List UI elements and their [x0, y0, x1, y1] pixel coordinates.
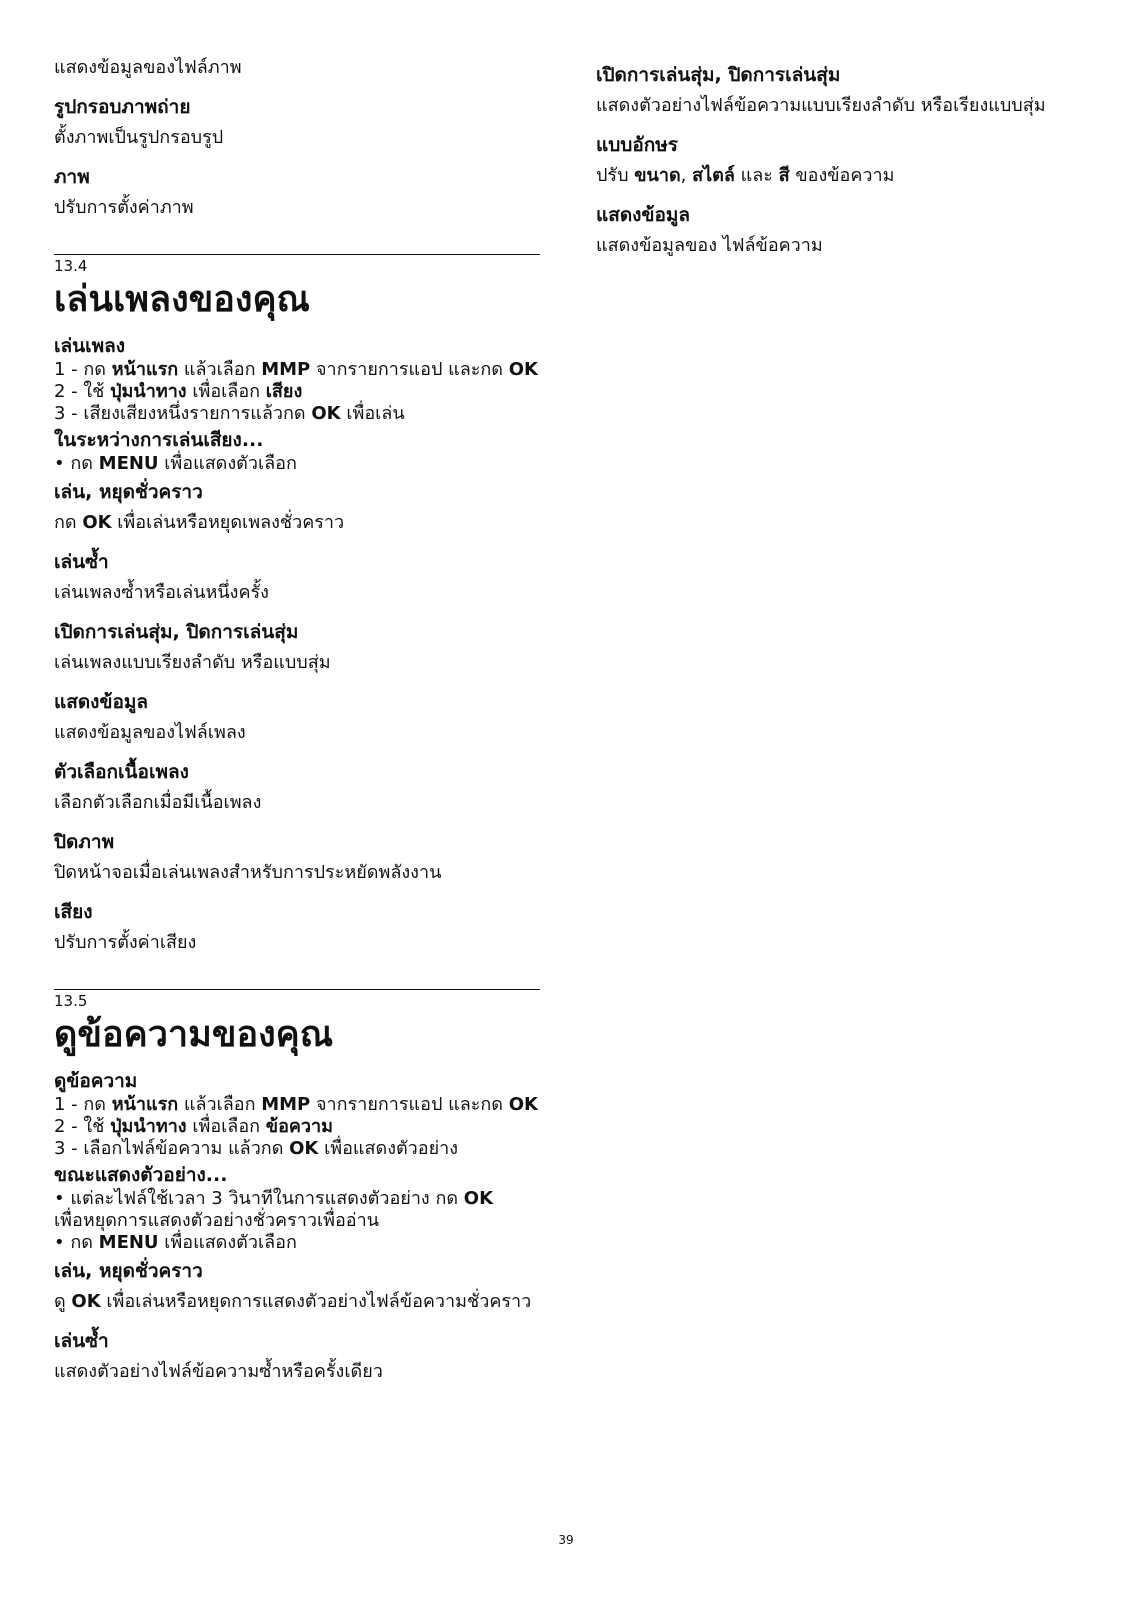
info-text: แสดงข้อมูลของไฟล์เพลง	[54, 722, 246, 743]
step-line: 1 - กด หน้าแรก แล้วเลือก MMP จากรายการแอป และกด OK	[54, 1094, 538, 1115]
step-line: 2 - ใช้ ปุ่มนำทาง เพื่อเลือก เสียง	[54, 381, 303, 402]
photo-frame-text: ตั้งภาพเป็นรูปกรอบรูป	[54, 127, 224, 148]
during-preview-line: เพื่อหยุดการแสดงตัวอย่างชั่วคราวเพื่ออ่าน	[54, 1210, 380, 1231]
shuffle-heading: เปิดการเล่นสุ่ม, ปิดการเล่นสุ่ม	[54, 621, 299, 643]
screen-off-heading: ปิดภาพ	[54, 831, 115, 853]
picture-text: ปรับการตั้งค่าภาพ	[54, 197, 194, 218]
step-line: 1 - กด หน้าแรก แล้วเลือก MMP จากรายการแอป และกด OK	[54, 359, 538, 380]
section-divider	[54, 254, 540, 255]
play-music-heading: เล่นเพลง	[54, 335, 126, 357]
play-pause-heading: เล่น, หยุดชั่วคราว	[54, 481, 203, 503]
text-shuffle-heading: เปิดการเล่นสุ่ม, ปิดการเล่นสุ่ม	[596, 64, 841, 86]
text-play-pause-heading: เล่น, หยุดชั่วคราว	[54, 1260, 203, 1282]
photo-frame-heading: รูปกรอบภาพถ่าย	[54, 96, 191, 118]
during-preview-line: • แต่ละไฟล์ใช้เวลา 3 วินาทีในการแสดงตัวอย่าง กด OK	[54, 1188, 494, 1209]
text-info-heading: แสดงข้อมูล	[596, 204, 691, 226]
lyrics-text: เลือกตัวเลือกเมื่อมีเนื้อเพลง	[54, 792, 262, 813]
repeat-text: เล่นเพลงซ้ำหรือเล่นหนึ่งครั้ง	[54, 582, 269, 603]
play-pause-text: กด OK เพื่อเล่นหรือหยุดเพลงชั่วคราว	[54, 512, 345, 533]
sound-heading: เสียง	[54, 901, 93, 923]
section-title: ดูข้อความของคุณ	[54, 1014, 334, 1055]
view-text-heading: ดูข้อความ	[54, 1070, 138, 1092]
step-line: 3 - เสียงเสียงหนึ่งรายการแล้วกด OK เพื่อเล่น	[54, 403, 405, 424]
step-line: 3 - เลือกไฟล์ข้อความ แล้วกด OK เพื่อแสดงตัวอย่าง	[54, 1138, 459, 1159]
text-repeat-heading: เล่นซ้ำ	[54, 1330, 109, 1352]
during-preview-heading: ขณะแสดงตัวอย่าง...	[54, 1164, 228, 1186]
info-heading: แสดงข้อมูล	[54, 691, 149, 713]
section-divider	[54, 989, 540, 990]
during-play-heading: ในระหว่างการเล่นเสียง...	[54, 429, 264, 451]
repeat-heading: เล่นซ้ำ	[54, 551, 109, 573]
screen-off-text: ปิดหน้าจอเมื่อเล่นเพลงสำหรับการประหยัดพลังงาน	[54, 862, 442, 883]
page-number: 39	[558, 1533, 574, 1547]
intro-text: แสดงข้อมูลของไฟล์ภาพ	[54, 57, 242, 78]
text-play-pause-text: ดู OK เพื่อเล่นหรือหยุดการแสดงตัวอย่างไฟล์ข้อความชั่วคราว	[54, 1291, 532, 1312]
sound-text: ปรับการตั้งค่าเสียง	[54, 932, 197, 953]
shuffle-text: เล่นเพลงแบบเรียงลำดับ หรือแบบสุ่ม	[54, 652, 331, 673]
lyrics-heading: ตัวเลือกเนื้อเพลง	[54, 761, 189, 783]
right-column	[596, 62, 1096, 272]
text-repeat-text: แสดงตัวอย่างไฟล์ข้อความซ้ำหรือครั้งเดียว	[54, 1361, 383, 1382]
step-line: 2 - ใช้ ปุ่มนำทาง เพื่อเลือก ข้อความ	[54, 1116, 334, 1137]
text-info-text: แสดงข้อมูลของ ไฟล์ข้อความ	[596, 235, 823, 256]
section-number: 13.4	[54, 257, 88, 275]
font-heading: แบบอักษร	[596, 134, 679, 156]
font-text: ปรับ ขนาด, สไตล์ และ สี ของข้อความ	[596, 165, 895, 186]
during-play-line: • กด MENU เพื่อแสดงตัวเลือก	[54, 453, 297, 474]
during-preview-line: • กด MENU เพื่อแสดงตัวเลือก	[54, 1232, 297, 1253]
left-column	[54, 56, 540, 1398]
section-title: เล่นเพลงของคุณ	[54, 279, 310, 320]
section-number: 13.5	[54, 992, 88, 1010]
text-shuffle-text: แสดงตัวอย่างไฟล์ข้อความแบบเรียงลำดับ หรือเรียงแบบสุ่ม	[596, 95, 1046, 116]
picture-heading: ภาพ	[54, 166, 90, 188]
